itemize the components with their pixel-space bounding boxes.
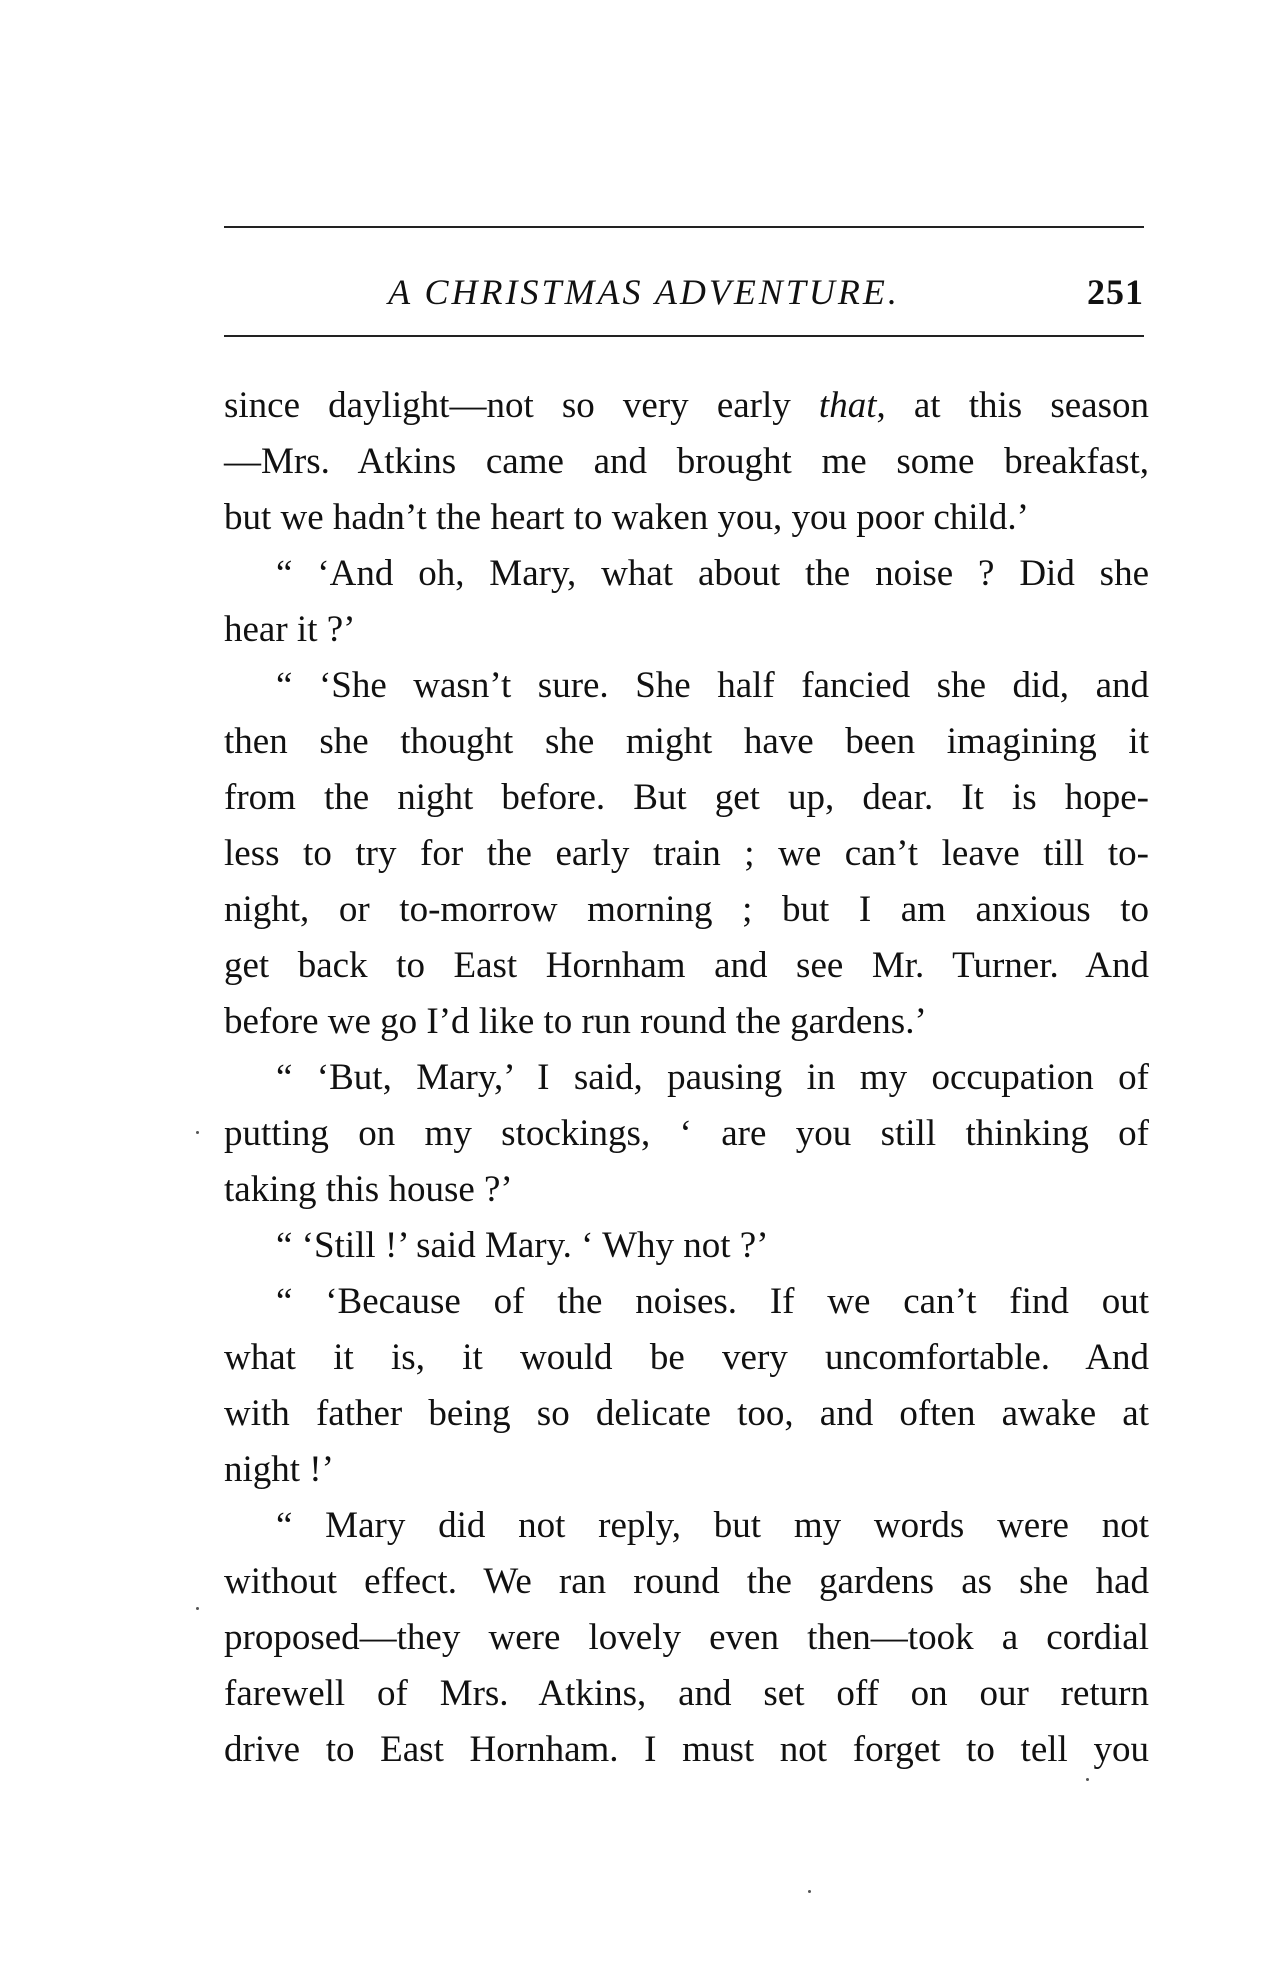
paper-speck xyxy=(196,1607,199,1610)
text-line: but we hadn’t the heart to waken you, you poor child.’ xyxy=(224,497,1029,538)
body-text xyxy=(224,378,1149,1778)
text-line: from the night before. But get up, dear. It is hope- xyxy=(224,777,1149,818)
text-line: proposed—they were lovely even then—took a cordial xyxy=(224,1617,1149,1658)
text-line: with father being so delicate too, and often awake at xyxy=(224,1393,1149,1434)
page-number: 251 xyxy=(1087,272,1144,312)
paper-speck xyxy=(1086,1778,1089,1781)
header-top-rule xyxy=(224,226,1144,228)
paragraph-start-line: “ ‘And oh, Mary, what about the noise ? Did she xyxy=(276,553,1149,594)
running-head xyxy=(224,268,1144,316)
text-line: taking this house ?’ xyxy=(224,1169,513,1210)
text-line: less to try for the early train ; we can’t leave till to- xyxy=(224,833,1149,874)
text-line: —Mrs. Atkins came and brought me some breakfast, xyxy=(224,441,1149,482)
running-title: A CHRISTMAS ADVENTURE. xyxy=(388,272,900,312)
paragraph-start-line: “ ‘Still !’ said Mary. ‘ Why not ?’ xyxy=(276,1225,769,1266)
text-line: night, or to-morrow morning ; but I am anxious to xyxy=(224,889,1149,930)
text-line: before we go I’d like to run round the gardens.’ xyxy=(224,1001,927,1042)
text-line: hear it ?’ xyxy=(224,609,356,650)
paragraph-start-line: “ ‘But, Mary,’ I said, pausing in my occupation of xyxy=(276,1057,1149,1098)
text-line: get back to East Hornham and see Mr. Turner. And xyxy=(224,945,1149,986)
paper-speck xyxy=(196,1131,199,1134)
text-line: what it is, it would be very uncomfortable. And xyxy=(224,1337,1149,1378)
paper-speck xyxy=(808,1890,811,1893)
paragraph-start-line: “ ‘Because of the noises. If we can’t find out xyxy=(276,1281,1149,1322)
text-line: putting on my stockings, ‘ are you still thinking of xyxy=(224,1113,1149,1154)
text-line: drive to East Hornham. I must not forget to tell you xyxy=(224,1729,1149,1770)
text-line: night !’ xyxy=(224,1449,334,1490)
text-line: farewell of Mrs. Atkins, and set off on our return xyxy=(224,1673,1149,1714)
header-bottom-rule xyxy=(224,335,1144,337)
text-line: without effect. We ran round the gardens as she had xyxy=(224,1561,1149,1602)
paragraph-start-line: “ Mary did not reply, but my words were not xyxy=(276,1505,1149,1546)
text-line: since daylight—not so very early that, at this season xyxy=(224,385,1149,426)
paragraph-start-line: “ ‘She wasn’t sure. She half fancied she did, and xyxy=(276,665,1149,706)
text-line: then she thought she might have been imagining it xyxy=(224,721,1149,762)
